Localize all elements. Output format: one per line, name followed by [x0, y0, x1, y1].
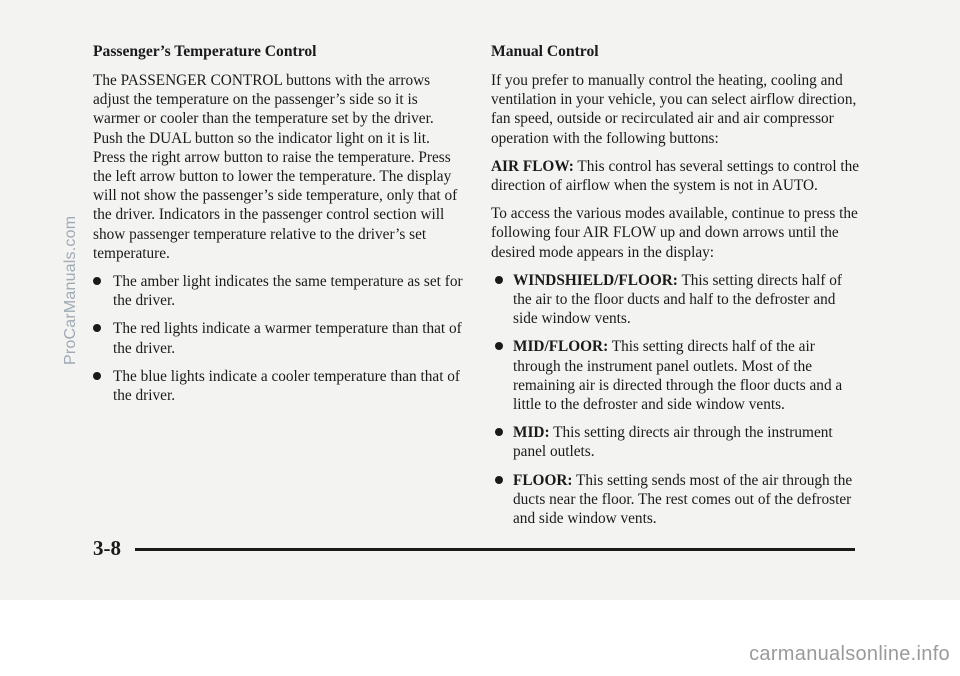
- list-item: [491, 271, 861, 329]
- site-watermark: carmanualsonline.info: [749, 643, 950, 665]
- mode-description: This setting directs air through the instrument panel outlets.: [513, 424, 833, 461]
- list-item: [491, 337, 861, 414]
- bullet-text: The red lights indicate a warmer temperature than that of the driver.: [113, 320, 462, 357]
- airflow-modes-list: [491, 271, 861, 528]
- airflow-description: This control has several settings to control the direction of airflow when the system is not in AUTO.: [491, 157, 860, 195]
- bullet-text: The amber light indicates the same temperature as set for the driver.: [113, 273, 463, 310]
- mode-term: WINDSHIELD/FLOOR:: [513, 271, 678, 289]
- list-item: [93, 319, 465, 357]
- airflow-term: AIR FLOW:: [491, 157, 574, 175]
- manual-control-intro: If you prefer to manually control the heating, cooling and ventilation in your vehicle, you can select airflow direction, fan speed, outside or recirculated air and air compressor operation with the following buttons:: [491, 72, 857, 147]
- footer-rule: [135, 548, 855, 551]
- bullet-icon: [495, 428, 503, 436]
- right-column: [491, 42, 861, 537]
- manual-control-heading: Manual Control: [491, 43, 599, 60]
- passenger-temperature-heading: Passenger’s Temperature Control: [93, 43, 317, 60]
- list-item: [491, 471, 861, 529]
- mode-description: This setting directs half of the air to the floor ducts and half to the defroster and side window vents.: [513, 271, 843, 328]
- list-item: [93, 367, 465, 405]
- bullet-icon: [93, 324, 101, 332]
- mode-description: This setting directs half of the air through the instrument panel outlets. Most of the remaining air is directed through the floor ducts and a little to the defroster and side window vents.: [513, 338, 843, 414]
- bullet-icon: [495, 476, 503, 484]
- mode-term: MID/FLOOR:: [513, 338, 609, 356]
- list-item: [93, 272, 465, 310]
- indicator-bullet-list: [93, 272, 465, 405]
- access-modes-paragraph: To access the various modes available, continue to press the following four AIR FLOW up and down arrows until the desired mode appears in the display:: [491, 205, 858, 261]
- bullet-icon: [495, 276, 503, 284]
- passenger-temperature-paragraph: The PASSENGER CONTROL buttons with the arrows adjust the temperature on the passenger’s side so it is warmer or cooler than the temperature set by the driver. Push the DUAL button so the indicator light on it is lit. Press the right arrow button to raise the temperature. Press the left arrow button to lower the temperature. The display will not show the passenger’s side temperature, only that of the driver. Indicators in the passenger control section will show passenger temperature relative to the driver’s set temperature.: [93, 72, 458, 262]
- bullet-icon: [93, 277, 101, 285]
- airflow-paragraph: [491, 157, 861, 195]
- mode-description: This setting sends most of the air through the ducts near the floor. The rest comes out of the defroster and side window vents.: [513, 471, 853, 528]
- mode-term: FLOOR:: [513, 471, 573, 489]
- mode-term: MID:: [513, 424, 550, 442]
- bullet-icon: [495, 342, 503, 350]
- list-item: [491, 423, 861, 461]
- left-column: [93, 42, 465, 414]
- watermark-text: ProCarManuals.com: [62, 215, 79, 365]
- bullet-text: The blue lights indicate a cooler temperature than that of the driver.: [113, 367, 461, 405]
- bullet-icon: [93, 372, 101, 380]
- page-number: 3-8: [93, 536, 121, 560]
